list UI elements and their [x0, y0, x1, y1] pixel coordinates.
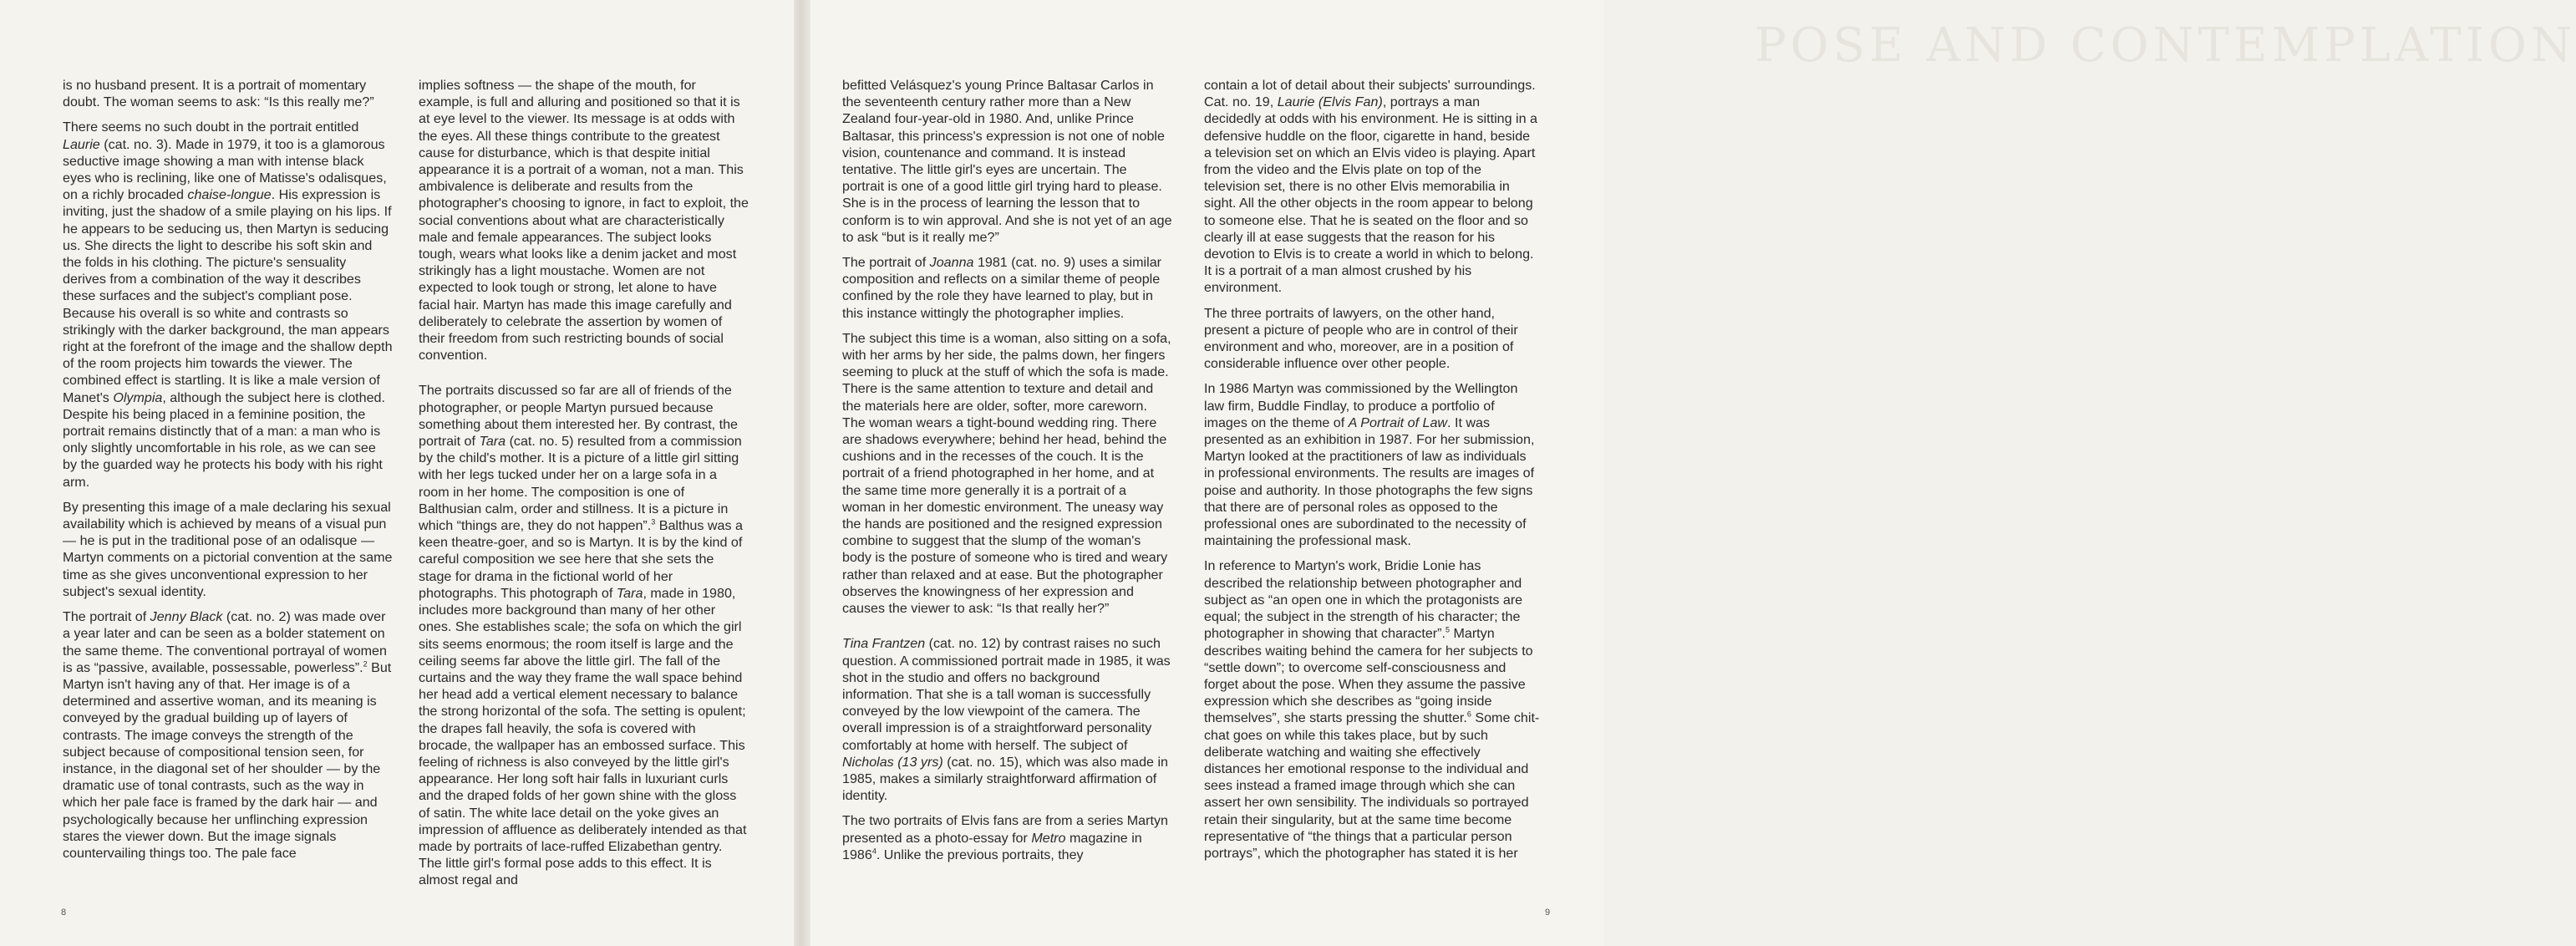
- text-run: is no husband present. It is a portrait of momentary doubt. The woman seems to ask: “Is this really me?”: [63, 78, 374, 110]
- text-run: The three portraits of lawyers, on the other hand, present a picture of people who are in control of their environment and who, moreover, are in a position of considerable influence over other people.: [1204, 305, 1518, 372]
- body-paragraph: [419, 77, 749, 364]
- text-run: , portrays a man decidedly at odds with his environment. He is sitting in a defensive huddle on the floor, cigarette in hand, beside a television set on which an Elvis video is playing. Apart from the video and the Elvis plate on top of the television set, there is no other Elvis memorabilia in sight. All the other objects in the room appear to belong to someone else. That he is seated on the floor and so clearly ill at ease suggests that the reason for his devotion to Elvis is to create a world in which to belong. It is a portrait of a man almost crushed by his environment.: [1204, 94, 1537, 296]
- text-run: , made in 1980, includes more background than many of her other ones. She establishes scale; the sofa on which the girl sits seems enormous; the room itself is large and the ceiling seems far above the little girl. The fall of the curtains and the way they frame the wall space behind her head add a vertical element necessary to balance the strong horizontal of the sofa. The setting is opulent; the drapes fall heavily, the sofa is covered with brocade, the wallpaper has an embossed surface. This feeling of richness is also conveyed by the little girl's appearance. Her long soft hair falls in luxuriant curls and the draped folds of her gown shine with the gloss of satin. The white lace detail on the yoke gives an impression of affluence as deliberately intended as that made by portraits of lace-ruffed Elizabethan gentry. The little girl's formal pose adds to this effect. It is almost regal and: [419, 585, 747, 888]
- italic-title: Tara: [616, 585, 643, 601]
- text-run: . It was presented as an exhibition in 1987. For her submission, Martyn looked at the practitioners of law as individuals in professional environments. The results are images of poise and authority. In those photographs the few signs that there are of personal roles as opposed to the professional ones are subordinated to the necessity of maintaining the professional mask.: [1204, 415, 1535, 549]
- text-run: (cat. no. 2) was made over a year later and can be seen as a bolder statement on the same theme. The conventional portrayal of women is as “passive, available, possessable, powerless”.: [63, 609, 387, 675]
- text-run: There seems no such doubt in the portrait entitled: [63, 120, 359, 135]
- text-run: befitted Velásquez's young Prince Baltasar Carlos in the seventeenth century rather more than a New Zealand four-year-old in 1980. And, unlike Prince Baltasar, this princess's expression is not one of noble vision, countenance and command. It is instead tentative. The little girl's eyes are uncertain. The portrait is one of a good little girl trying hard to please. She is in the process of learning the lesson that to conform is to win approval. And she is not yet of an age to ask “but is it really me?”: [842, 78, 1172, 245]
- body-paragraph: [842, 635, 1172, 804]
- italic-title: Jenny Black: [150, 609, 223, 625]
- text-run: Balthus was a keen theatre-goer, and so is Martyn. It is by the kind of careful composition we see here that she sets the stage for drama in the fictional world of her photographs. This photograph of: [419, 518, 743, 601]
- text-run: In 1986 Martyn was commissioned by the Wellington law firm, Buddle Findlay, to produce a portfolio of images on the theme of: [1204, 381, 1518, 430]
- body-paragraph: [63, 119, 393, 490]
- italic-title: Tina Frantzen: [842, 636, 926, 652]
- text-run: By presenting this image of a male declaring his sexual availability which is achieved by means of a visual pun — he is put in the traditional pose of an odalisque — Martyn comments on a pictorial convention at the same time as she gives unconventional expression to her subject's sexual identity.: [63, 499, 393, 599]
- body-paragraph: [1204, 380, 1540, 549]
- italic-title: Nicholas (13 yrs): [842, 754, 943, 770]
- body-paragraph: [63, 77, 393, 110]
- body-paragraph: [1204, 305, 1540, 373]
- body-paragraph: [63, 608, 393, 862]
- text-run: Martyn describes waiting behind the camera for her subjects to “settle down”; to overcome self-consciousness and forget about the pose. When they assume the passive expression which she describes as “going inside themselves”, she starts pressing the shutter.: [1204, 626, 1533, 726]
- italic-title: A Portrait of Law: [1348, 415, 1448, 430]
- text-run: The portraits discussed so far are all of friends of the photographer, or people Martyn pursued because something about them interested her. By contrast, the portrait of: [419, 383, 738, 450]
- column-4: [1204, 77, 1540, 870]
- text-run: implies softness — the shape of the mouth, for example, is full and alluring and positioned so that it is at eye level to the viewer. Its message is at odds with the eyes. All these things contribute to the greatest cause for disturbance, which is that despite initial appearance it is a portrait of a woman, not a man. This ambivalence is deliberate and results from the photographer's choosing to ignore, in fact to exploit, the social conventions about what are characteristically male and female appearances. The subject looks tough, wears what looks like a denim jacket and most strikingly has a light moustache. Women are not expected to look tough or strong, let alone to have facial hair. Martyn has made this image carefully and deliberately to celebrate the assertion by women of their freedom from such restricting bounds of social convention.: [419, 78, 749, 364]
- footnote-ref: 4: [871, 847, 876, 856]
- text-run: The portrait of: [63, 609, 150, 625]
- body-paragraph: [842, 77, 1172, 246]
- footnote-ref: 5: [1445, 625, 1450, 634]
- footnote-ref: 2: [363, 659, 368, 669]
- left-page: [0, 0, 794, 946]
- body-paragraph: [419, 382, 749, 888]
- footnote-ref: 6: [1466, 710, 1471, 719]
- italic-title: Metro: [1031, 830, 1066, 846]
- text-run: contain a lot of detail about their subjects' surroundings. Cat. no. 19,: [1204, 78, 1536, 110]
- text-run: . Unlike the previous portraits, they: [876, 847, 1084, 862]
- italic-title: Laurie: [63, 136, 100, 152]
- italic-title: Laurie (Elvis Fan): [1277, 94, 1383, 110]
- page-number-left: 8: [61, 908, 67, 918]
- column-1: [63, 77, 393, 870]
- text-run: 1981 (cat. no. 9) uses a similar composition and reflects on a similar theme of people confined by the role they have learned to play, but in this instance wittingly the photographer implies.: [842, 255, 1162, 321]
- body-paragraph: [842, 812, 1172, 863]
- text-run: The two portraits of Elvis fans are from a series Martyn presented as a photo-essay for: [842, 813, 1168, 846]
- italic-title: Olympia: [113, 389, 163, 405]
- body-paragraph: [1204, 557, 1540, 862]
- show-through-heading: POSE AND CONTEMPLATION: [1755, 18, 2576, 73]
- body-paragraph: [842, 254, 1172, 322]
- body-paragraph: [63, 499, 393, 600]
- text-run: Some chit-chat goes on while this takes place, but by such deliberate watching and waiting she effectively distances her emotional response to the individual and sees instead a framed image through which she can assert her own sensibility. The individuals so portrayed retain their singularity, but at the same time become representative of “the things that a particular person portrays”, which the photographer has stated it is her: [1204, 710, 1540, 861]
- body-paragraph: [842, 330, 1172, 617]
- text-run: magazine in 1986: [842, 830, 1142, 862]
- column-3: [842, 77, 1172, 872]
- text-run: (cat. no. 12) by contrast raises no such question. A commissioned portrait made in 1985, it was shot in the studio and offers no background information. That she is a tall woman is successfully conveyed by the low viewpoint of the camera. The overall impression is of a straightforward personality comfortably at home with herself. The subject of: [842, 636, 1171, 753]
- text-run: But Martyn isn't having any of that. Her image is of a determined and assertive woman, and its meaning is conveyed by the gradual building up of layers of contrasts. The image conveys the strength of the subject because of compositional tension seen, for instance, in the diagonal set of her shoulder — by the dramatic use of tonal contrasts, such as the way in which her pale face is framed by the dark hair — and psychologically because her unflinching expression stares the viewer down. But the image signals countervailing things too. The pale face: [63, 659, 392, 861]
- text-run: , although the subject here is clothed. Despite his being placed in a feminine position, the portrait remains distinctly that of a man: a man who is only slightly uncomfortable in his role, as we can see by the guarded way he protects his body with his right arm.: [63, 389, 385, 490]
- text-run: (cat. no. 15), which was also made in 1985, makes a similarly straightforward affirmation of identity.: [842, 754, 1168, 804]
- book-gutter: [794, 0, 810, 946]
- text-run: The subject this time is a woman, also sitting on a sofa, with her arms by her side, the palms down, her fingers seeming to pluck at the stuff of which the sofa is made. There is the same attention to texture and detail and the materials here are older, softer, more careworn. The woman wears a tight-bound wedding ring. There are shadows everywhere; behind her head, behind the cushions and in the recesses of the couch. It is the portrait of a friend photographed in her home, and at the same time more generally it is a portrait of a woman in her domestic environment. The uneasy way the hands are positioned and the resigned expression combine to suggest that the slump of the woman's body is the posture of someone who is tired and weary rather than relaxed and at ease. But the photographer observes the knowingness of her expression and causes the viewer to ask: “Is that really her?”: [842, 330, 1171, 617]
- italic-title: Tara: [479, 434, 506, 450]
- text-run: . His expression is inviting, just the shadow of a smile playing on his lips. If he appears to be seducing us, then Martyn is seducing us. She directs the light to describe his soft skin and the folds in his clothing. The picture's sensuality derives from a combination of the way it describes these surfaces and the subject's compliant pose. Because his overall is so white and contrasts so strikingly with the darker background, the man appears right at the forefront of the image and the shallow depth of the room projects him towards the viewer. The combined effect is startling. It is like a male version of Manet's: [63, 187, 393, 405]
- text-run: The portrait of: [842, 255, 930, 271]
- text-run: (cat. no. 3). Made in 1979, it too is a glamorous seductive image showing a man with intense black eyes who is reclining, like one of Matisse's odalisques, on a richly brocaded: [63, 136, 387, 203]
- footnote-ref: 3: [651, 517, 656, 526]
- italic-title: chaise-longue: [187, 187, 272, 203]
- text-run: In reference to Martyn's work, Bridie Lonie has described the relationship between photographer and subject as “an open one in which the protagonists are equal; the subject in the strength of his character; the photographer in showing that character”.: [1204, 558, 1523, 642]
- column-2: [419, 77, 749, 898]
- body-paragraph: [1204, 77, 1540, 297]
- text-run: (cat. no. 5) resulted from a commission by the child's mother. It is a picture of a little girl sitting with her legs tucked under her on a large sofa in a room in her home. The composition is one of Balthusian calm, order and stillness. It is a picture in which “things are, they do not happen”.: [419, 434, 742, 534]
- italic-title: Joanna: [929, 255, 974, 271]
- page-number-right: 9: [1545, 908, 1551, 918]
